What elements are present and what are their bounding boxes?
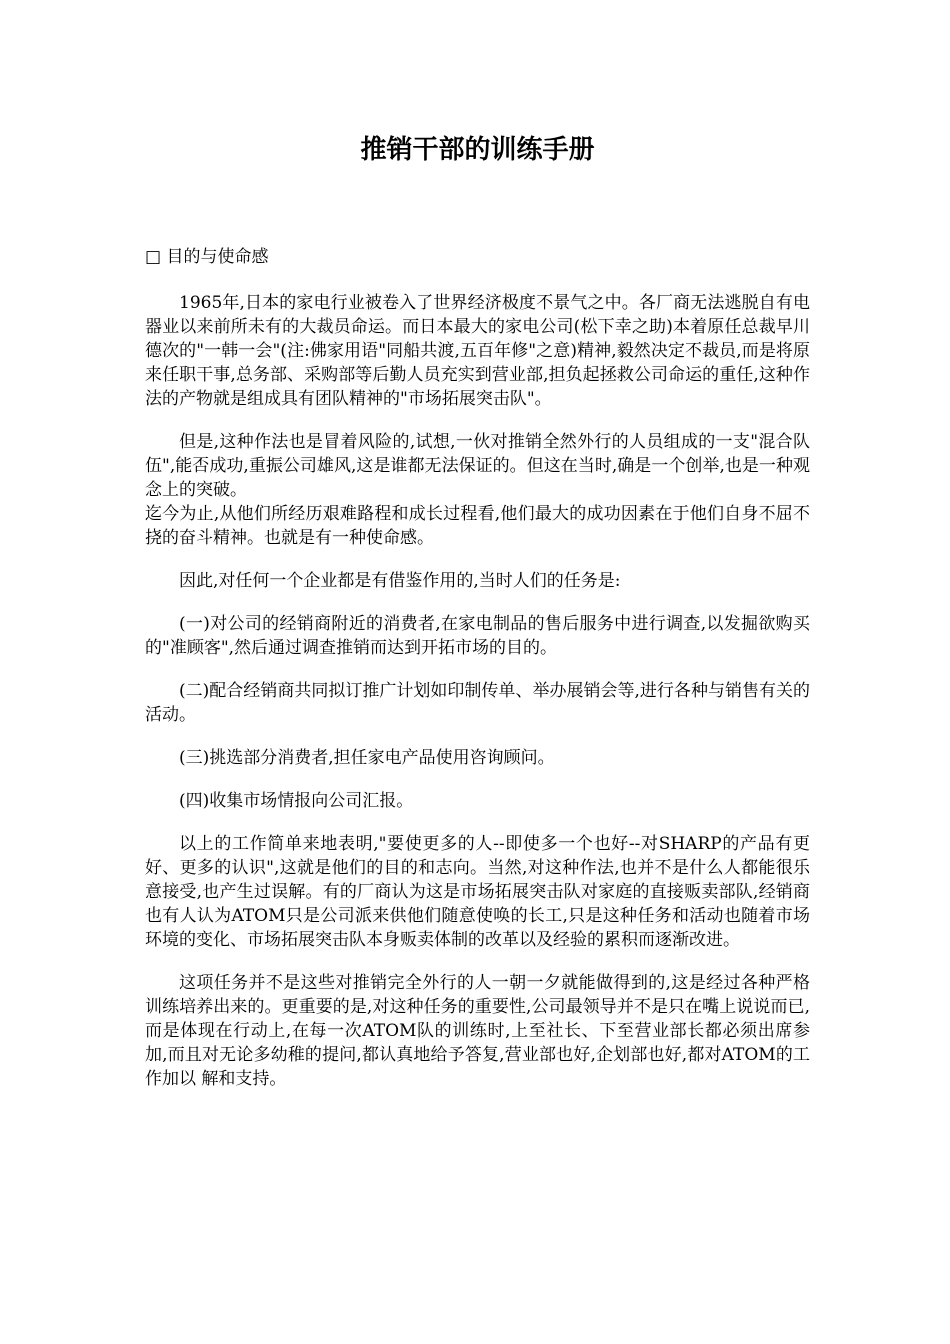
paragraph-task-3: (三)挑选部分消费者,担任家电产品使用咨询顾问。: [179, 748, 555, 768]
document-title: 推销干部的训练手册: [360, 135, 595, 165]
section-heading: □ 目的与使命感: [145, 247, 269, 267]
paragraph-tasks-intro: 因此,对任何一个企业都是有借鉴作用的,当时人们的任务是:: [179, 571, 621, 591]
document-body: [145, 291, 810, 1110]
paragraph-task-1: (一)对公司的经销商附近的消费者,在家电制品的售后服务中进行调查,以发掘欲购买的"准顾客",然后通过调查推销而达到开拓市场的目的。: [145, 614, 810, 658]
paragraph-training: 这项任务并不是这些对推销完全外行的人一朝一夕就能做得到的,这是经过各种严格训练培养出来的。更重要的是,对这种任务的重要性,公司最领导并不是只在嘴上说说而已,而是体现在行动上,在每一次ATOM队的训练时,上至社长、下至营业部长都必须出席参加,而且对无论多幼稚的提问,都认真地给予答复,营业部也好,企划部也好,都对ATOM的工作加以 解和支持。: [145, 973, 810, 1089]
paragraph-success-factor: 迄今为止,从他们所经历艰难路程和成长过程看,他们最大的成功因素在于他们自身不屈不挠的奋斗精神。也就是有一种使命感。: [145, 504, 810, 548]
paragraph-task-4: (四)收集市场情报向公司汇报。: [179, 791, 414, 811]
paragraph-task-2: (二)配合经销商共同拟订推广计划如印制传单、举办展销会等,进行各种与销售有关的活动。: [145, 681, 810, 725]
paragraph-goal: 以上的工作简单来地表明,"要使更多的人--即使多一个也好--对SHARP的产品有更好、更多的认识",这就是他们的目的和志向。当然,对这种作法,也并不是什么人都能很乐意接受,也产生过误解。有的厂商认为这是市场拓展突击队对家庭的直接贩卖部队,经销商也有人认为ATOM只是公司派来供他们随意使唤的长工,只是这种任务和活动也随着市场环境的变化、市场拓展突击队本身贩卖体制的改革以及经验的累积而逐渐改进。: [145, 834, 810, 950]
paragraph-risk: 但是,这种作法也是冒着风险的,试想,一伙对推销全然外行的人员组成的一支"混合队伍",能否成功,重振公司雄风,这是谁都无法保证的。但这在当时,确是一个创举,也是一种观念上的突破。: [145, 432, 810, 500]
paragraph-intro: 1965年,日本的家电行业被卷入了世界经济极度不景气之中。各厂商无法逃脱自有电器业以来前所未有的大裁员命运。而日本最大的家电公司(松下幸之助)本着原任总裁早川德次的"一韩一会"(注:佛家用语"同船共渡,五百年修"之意)精神,毅然决定不裁员,而是将原来任职干事,总务部、采购部等后勤人员充实到营业部,担负起拯救公司命运的重任,这种作法的产物就是组成具有团队精神的"市场拓展突击队"。: [145, 293, 810, 409]
